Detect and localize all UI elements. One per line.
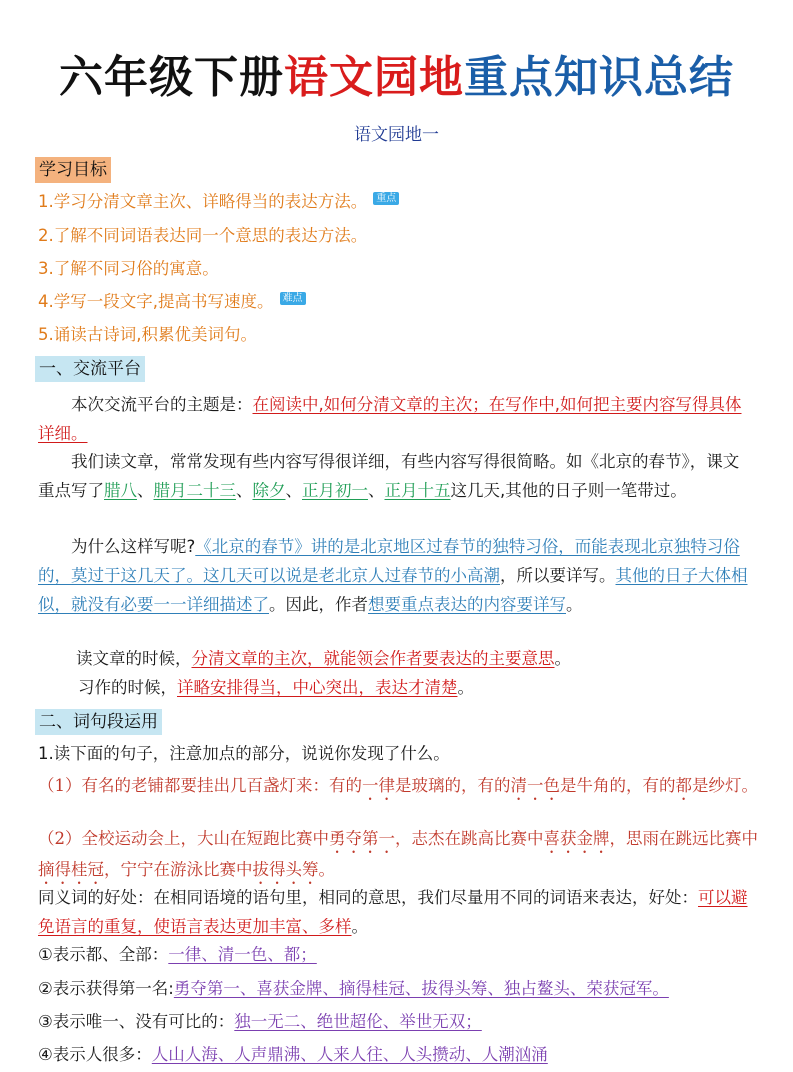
- example-sentence-1: [38, 773, 758, 804]
- benefit-highlight: 可以避免语言的重复，使语言表达更加丰富、多样: [38, 888, 748, 936]
- difficulty-tag: 难点: [280, 292, 306, 305]
- example-end: 这几天,其他的日子则一笔带过。: [450, 481, 687, 500]
- example-sentence-2: [38, 826, 758, 888]
- benefit-prefix: 同义词的好处：在相同语境的语句里，相同的意思，我们尽量用不同的词语来表达，好处：: [38, 888, 698, 907]
- goal-item: [38, 323, 257, 347]
- synonym-group: [38, 977, 669, 1001]
- goals-heading: 学习目标: [35, 157, 111, 183]
- reading-tip-prefix: 读文章的时候，: [76, 649, 192, 668]
- goal-item: [38, 224, 367, 248]
- writing-tip: [38, 673, 753, 702]
- synonym-group: [38, 943, 317, 967]
- synonym-label: ④表示人很多：: [38, 1045, 152, 1064]
- section2-heading: 二、词句段运用: [35, 709, 162, 735]
- festival-day: 腊月二十三: [153, 481, 236, 500]
- sentence-text: ，思雨在跳远比赛中: [609, 829, 758, 848]
- reading-tip: [38, 644, 753, 673]
- key-point-tag: 重点: [373, 192, 399, 205]
- writing-tip-highlight: 详略安排得当，中心突出，表达才清楚: [177, 678, 458, 697]
- synonym-label: ①表示都、全部：: [38, 945, 169, 964]
- example-paragraph: [38, 447, 753, 505]
- reading-tip-highlight: 分清文章的主次，就能领会作者要表达的主要意思: [191, 649, 555, 668]
- synonym-group: [38, 1043, 548, 1067]
- theme-highlight: 在阅读中,如何分清文章的主次；在写作中,如何把主要内容写得具体详细。: [38, 395, 742, 443]
- writing-tip-end: 。: [457, 678, 474, 697]
- dotted-word: 清一色: [510, 776, 560, 795]
- festival-day: 正月十五: [384, 481, 451, 500]
- dotted-word: 一律: [362, 776, 395, 795]
- benefit-end: 。: [351, 917, 368, 936]
- dotted-word: 都: [675, 776, 692, 795]
- separator: 、: [285, 481, 302, 500]
- section1-heading: 一、交流平台: [35, 356, 145, 382]
- goal-text: 5.诵读古诗词,积累优美词句。: [38, 325, 257, 344]
- sentence-text: ，志杰在跳高比赛中: [395, 829, 544, 848]
- synonym-values: 一律、清一色、都；: [168, 945, 317, 964]
- separator: 、: [236, 481, 253, 500]
- sentence-text: 。: [318, 860, 335, 879]
- example-intro: 我们读文章，常常发现有些内容写得很详细，有些内容写得很简略。如《北京的春节》，课文重点写了: [38, 452, 740, 500]
- reason-highlight-3: 想要重点表达的内容要详写: [368, 595, 566, 614]
- synonym-benefit: [38, 883, 753, 941]
- goal-text: 3.了解不同习俗的寓意。: [38, 259, 219, 278]
- reason-end: 。: [566, 595, 583, 614]
- title-part-grade: 六年级下册: [59, 52, 284, 103]
- goal-item: [38, 190, 399, 214]
- title-part-yuandi: 语文园地: [284, 52, 464, 103]
- separator: 、: [137, 481, 154, 500]
- sentence-text: （1）有名的老铺都要挂出几百盏灯来：有的: [38, 776, 362, 795]
- writing-tip-prefix: 习作的时候，: [78, 678, 177, 697]
- dotted-word: 喜获金牌: [543, 829, 610, 848]
- goal-text: 2.了解不同词语表达同一个意思的表达方法。: [38, 226, 368, 245]
- synonym-group: [38, 1010, 482, 1034]
- goal-text: 1.学习分清文章主次、详略得当的表达方法。: [38, 192, 368, 211]
- synonym-label: ③表示唯一、没有可比的：: [38, 1012, 235, 1031]
- page-title: [0, 48, 793, 108]
- question-1: 1.读下面的句子，注意加点的部分，说说你发现了什么。: [38, 744, 450, 763]
- sentence-text: （2）全校运动会上，大山在短跑比赛中: [38, 829, 329, 848]
- sentence-text: 是玻璃的，有的: [395, 776, 511, 795]
- festival-day: 正月初一: [302, 481, 368, 500]
- reason-text-1: ，所以要详写。: [500, 566, 616, 585]
- synonym-values: 独一无二、绝世超伦、举世无双；: [234, 1012, 482, 1031]
- reason-text-2: 。因此，作者: [269, 595, 368, 614]
- reason-question: 为什么这样写呢?: [71, 537, 196, 556]
- synonym-values: 勇夺第一、喜获金牌、摘得桂冠、拔得头筹、独占鳌头、荣获冠军。: [173, 979, 669, 998]
- subtitle: 语文园地一: [354, 125, 439, 145]
- reason-paragraph: [38, 532, 753, 619]
- title-part-summary: 重点知识总结: [464, 52, 734, 103]
- dotted-word: 勇夺第一: [329, 829, 395, 848]
- dotted-word: 摘得桂冠: [38, 860, 104, 879]
- separator: 、: [368, 481, 385, 500]
- reading-tip-end: 。: [554, 649, 571, 668]
- festival-day: 腊八: [104, 481, 137, 500]
- festival-day: 除夕: [252, 481, 286, 500]
- reason-highlight-1: 《北京的春节》讲的是北京地区过春节的独特习俗，而能表现北京独特习俗的，莫过于这几天了。这几天可以说是老北京人过春节的小高潮: [38, 537, 740, 585]
- sentence-text: 是纱灯。: [692, 776, 758, 795]
- goal-item: [38, 290, 306, 314]
- theme-prefix: 本次交流平台的主题是：: [71, 395, 253, 414]
- dotted-word: 拔得头筹: [252, 860, 319, 879]
- reason-highlight-2: 其他的日子大体相似，就没有必要一一详细描述了: [38, 566, 748, 614]
- synonym-label: ②表示获得第一名:: [38, 979, 174, 998]
- goal-item: [38, 257, 219, 281]
- sentence-text: ，宁宁在游泳比赛中: [104, 860, 253, 879]
- theme-paragraph: [38, 390, 753, 448]
- sentence-text: 是牛角的，有的: [560, 776, 676, 795]
- goal-text: 4.学写一段文字,提高书写速度。: [38, 292, 274, 311]
- synonym-values: 人山人海、人声鼎沸、人来人往、人头攒动、人潮汹涌: [151, 1045, 548, 1064]
